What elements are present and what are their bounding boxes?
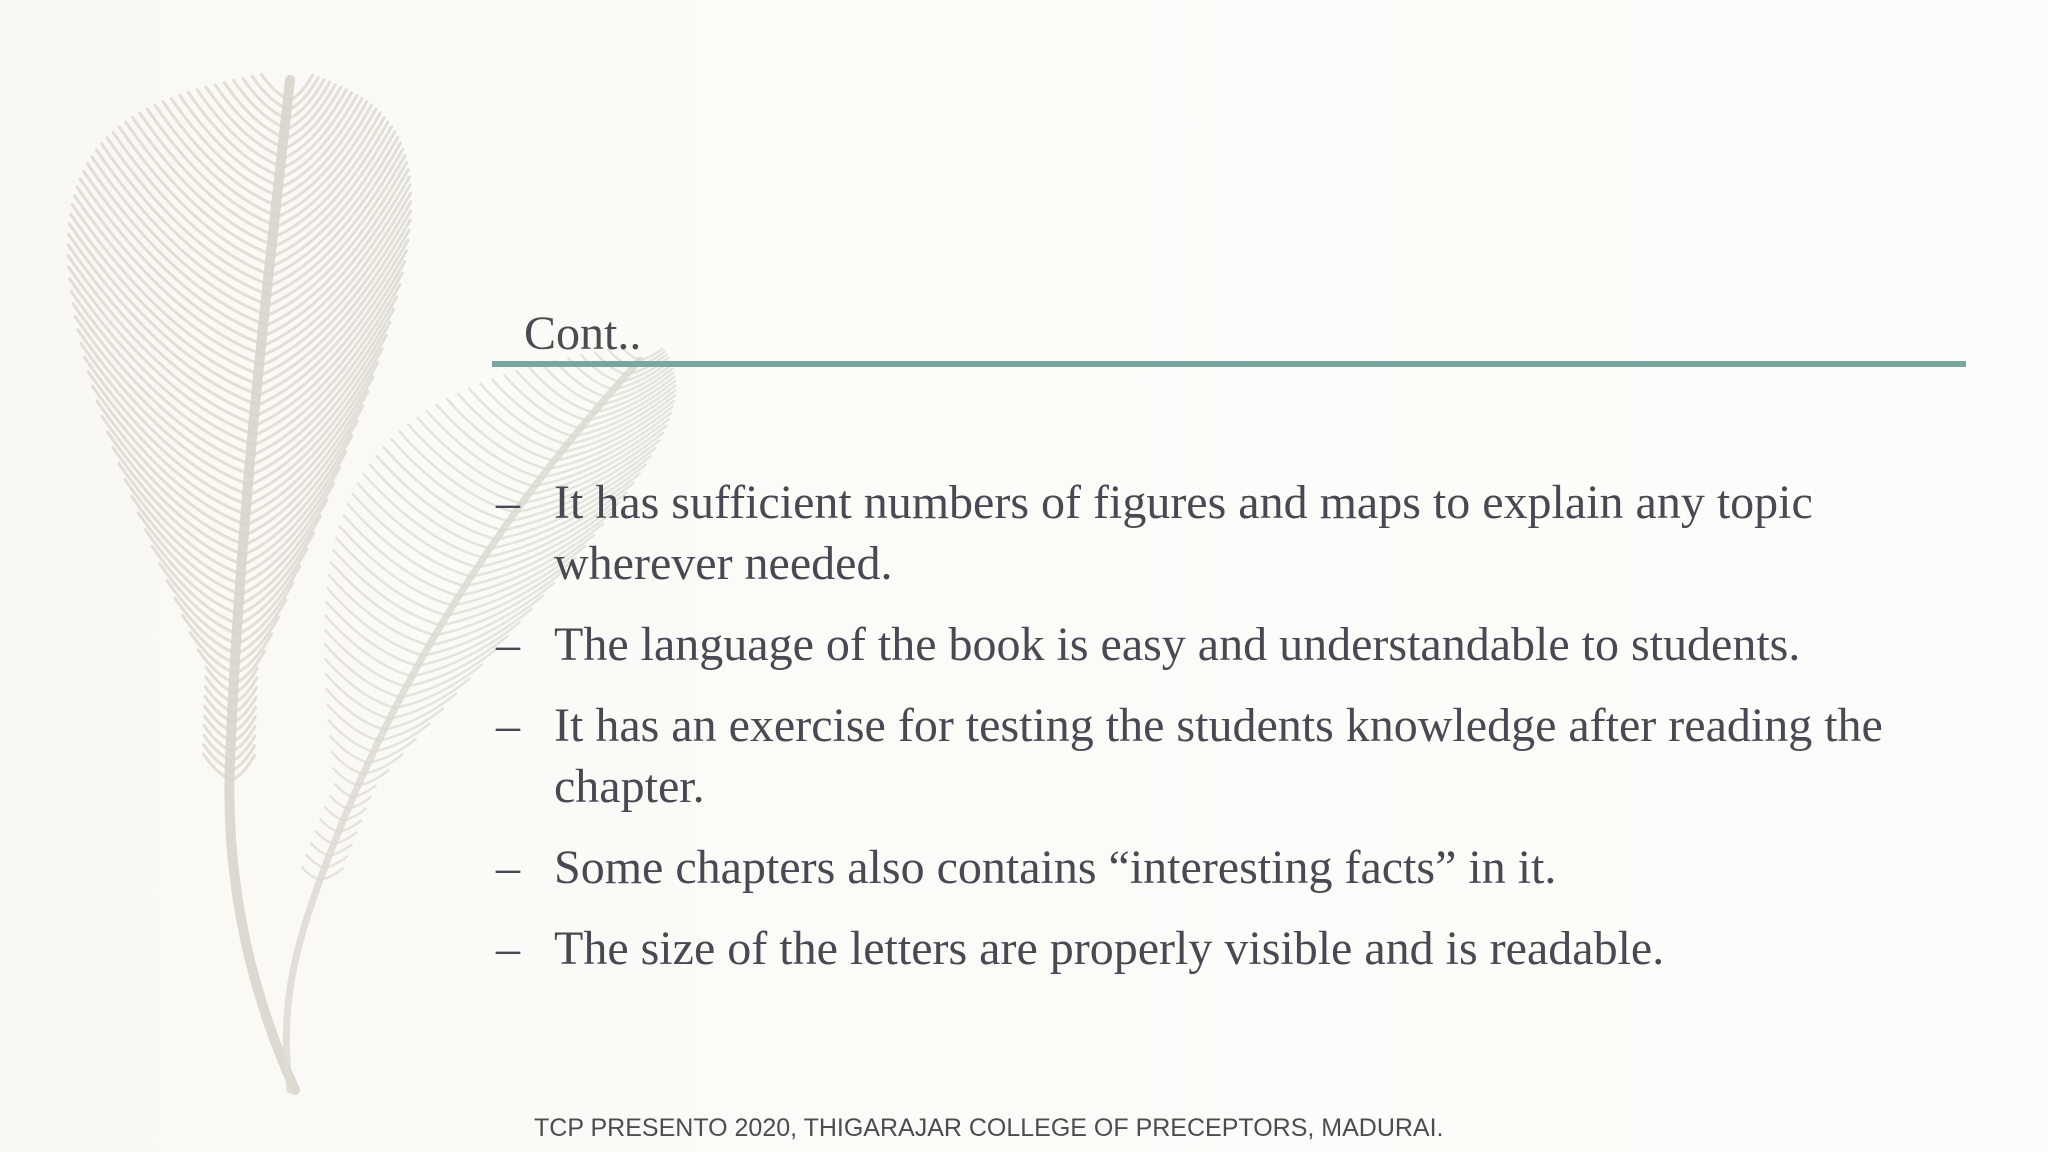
feather-barb — [320, 819, 338, 832]
feather-barb — [311, 843, 329, 856]
feather-barb — [340, 526, 453, 605]
feather-barb — [542, 364, 600, 404]
feather-barb — [250, 335, 386, 485]
feather-barb — [306, 855, 324, 868]
bullet-item — [494, 837, 1974, 898]
bullet-text: It has an exercise for testing the students knowledge after reading the chapter. — [554, 699, 1883, 813]
bullet-text: Some chapters also contains “interesting facts” in it. — [554, 841, 1557, 894]
feather-barb — [336, 538, 446, 615]
bullet-text: The size of the letters are properly visible and is readable. — [554, 922, 1665, 975]
bullet-text: It has sufficient numbers of figures and maps to explain any topic wherever needed. — [554, 476, 1813, 590]
bullet-marker: – — [496, 699, 520, 752]
feather-barb — [327, 689, 385, 729]
bullet-item — [494, 918, 1974, 979]
feather-barb — [302, 867, 320, 880]
bullet-text: The language of the book is easy and understandable to students. — [554, 618, 1801, 671]
bullet-item — [494, 472, 1974, 594]
bullet-list — [494, 472, 1974, 999]
bullet-marker: – — [496, 476, 520, 529]
bullet-marker: – — [496, 841, 520, 894]
feather-barb — [335, 784, 353, 797]
bullet-item — [494, 614, 1974, 675]
title-underline-rule — [492, 361, 1966, 367]
feather-barb — [325, 808, 343, 821]
bullet-marker: – — [496, 618, 520, 671]
slide-footer: TCP PRESENTO 2020, THIGARAJAR COLLEGE OF PRECEPTORS, MADURAI. — [534, 1114, 1444, 1142]
feather-barb — [330, 796, 348, 809]
feather-barb — [316, 831, 334, 844]
bullet-marker: – — [496, 922, 520, 975]
bullet-item — [494, 695, 1974, 817]
slide-title: Cont.. — [524, 307, 642, 360]
